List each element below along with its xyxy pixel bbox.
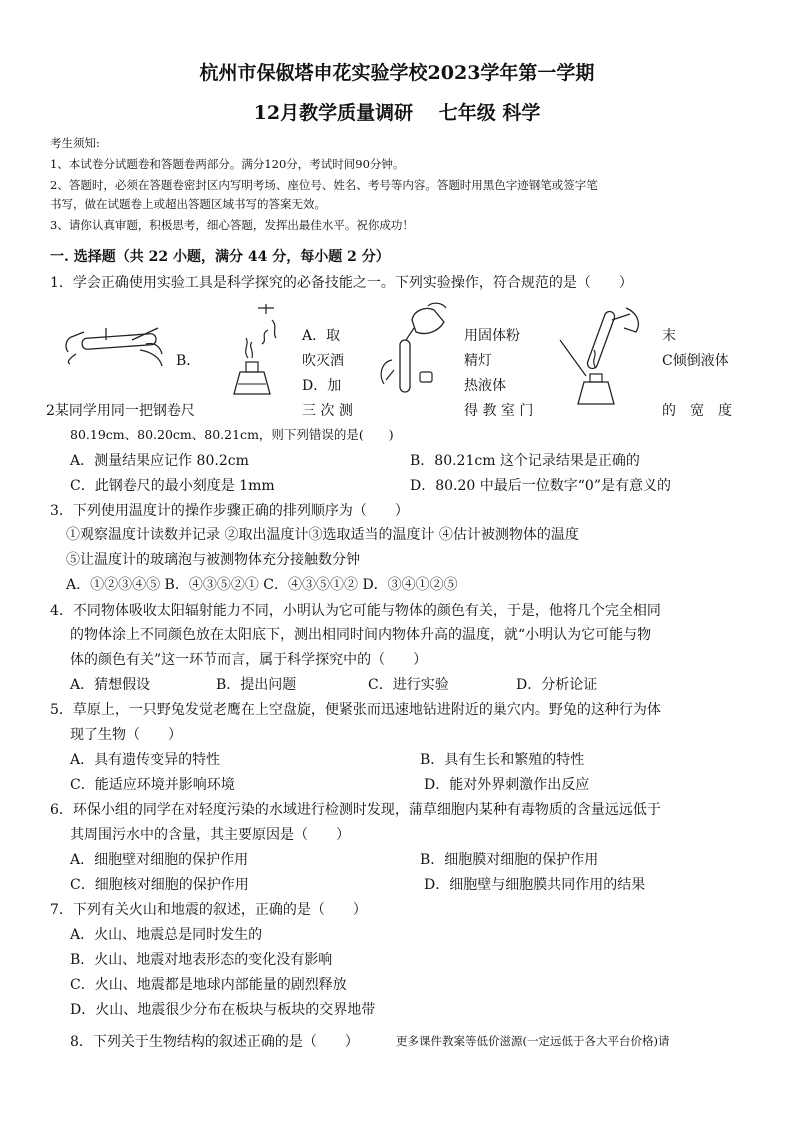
q3-steps-line2: ⑤让温度计的玻璃泡与被测物体充分接触数分钟 xyxy=(66,552,360,568)
q5-stem-line2: 现了生物（ ） xyxy=(70,727,182,743)
q6-stem-line2: 其周围污水中的含量，其主要原因是（ ） xyxy=(70,827,350,843)
q2-option-a: A．测量结果应记作 80.2cm xyxy=(70,453,249,469)
q5-option-d: D．能对外界刺激作出反应 xyxy=(424,777,590,793)
q4-stem-line2: 的物体涂上不同颜色放在太阳底下，测出相同时间内物体升高的温度，就“小明认为它可能与物 xyxy=(70,627,652,643)
section-heading: 一. 选择题（共 22 小题，满分 44 分，每小题 2 分） xyxy=(50,249,390,265)
q1-option-a-text: A．取 xyxy=(302,328,341,344)
q1-figure-a-test-tube-icon xyxy=(62,318,166,370)
q1-option-d-text-2: 热液体 xyxy=(464,378,506,394)
exam-title-line2: 12月教学质量调研 七年级 科学 xyxy=(253,102,541,124)
q1-option-d-text: D．加 xyxy=(302,378,342,394)
q1-option-a-text-3: 末 xyxy=(662,328,676,344)
q5-option-a: A．具有遗传变异的特性 xyxy=(70,752,221,768)
q2-option-b: B．80.21cm 这个记录结果是正确的 xyxy=(410,453,640,469)
q2-stem-cont: 80.19cm、80.20cm、80.21cm，则下列错误的是( ) xyxy=(70,427,394,442)
q6-stem-line1: 6．环保小组的同学在对轻度污染的水域进行检测时发现，蒲草细胞内某种有毒物质的含量远远低于 xyxy=(50,802,661,818)
q5-stem-line1: 5．草原上，一只野兔发觉老鹰在上空盘旋，便紧张而迅速地钻进附近的巢穴内。野兔的这种行为体 xyxy=(50,702,661,718)
q5-option-c: C．能适应环境并影响环境 xyxy=(70,777,235,793)
q1-option-a-text-2: 用固体粉 xyxy=(464,328,520,344)
q2-stem-part2: 三 次 测 xyxy=(302,403,353,419)
q2-option-c: C．此钢卷尺的最小刻度是 1mm xyxy=(70,478,275,494)
q8-promo-text[interactable]: 更多课件教案等低价滋源(一定远低于各大平台价格)请 xyxy=(396,1034,670,1048)
notice-item-2: 2、答题时，必须在答题卷密封区内写明考场、座位号、姓名、考号等内容。答题时用黑色字迹钢笔或签字笔 xyxy=(50,178,598,192)
q3-steps-line1: ①观察温度计读数并记录 ②取出温度计③选取适当的温度计 ④估计被测物体的温度 xyxy=(66,527,579,543)
q3-stem: 3．下列使用温度计的操作步骤正确的排列顺序为（ ） xyxy=(50,503,409,519)
q7-option-d: D．火山、地震很少分布在板块与板块的交界地带 xyxy=(70,1002,376,1018)
q1-option-b-text-2: 精灯 xyxy=(464,353,492,369)
q1-option-c-text: C倾倒液体 xyxy=(662,353,729,369)
notice-heading: 考生须知: xyxy=(50,136,100,150)
q4-option-b: B．提出问题 xyxy=(216,677,297,693)
q4-option-d: D．分析论证 xyxy=(516,677,598,693)
q1-option-b-label: B． xyxy=(176,353,201,369)
q7-option-c: C．火山、地震都是地球内部能量的剧烈释放 xyxy=(70,977,347,993)
q1-figure-b-alcohol-lamp-icon xyxy=(228,300,288,400)
q5-option-b: B．具有生长和繁殖的特性 xyxy=(420,752,585,768)
q6-option-a: A．细胞壁对细胞的保护作用 xyxy=(70,852,249,868)
q8-stem: 8．下列关于生物结构的叙述正确的是（ ） xyxy=(70,1034,359,1050)
q2-stem-part3: 得 教 室 门 xyxy=(464,403,534,419)
q1-figure-d-heating-icon xyxy=(556,300,648,410)
q6-option-b: B．细胞膜对细胞的保护作用 xyxy=(420,852,599,868)
q1-option-b-text: 吹灭酒 xyxy=(302,353,344,369)
q1-figure-c-pouring-icon xyxy=(372,300,462,400)
q7-stem: 7．下列有关火山和地震的叙述，正确的是（ ） xyxy=(50,902,367,918)
q7-option-b: B．火山、地震对地表形态的变化没有影响 xyxy=(70,952,333,968)
notice-item-1: 1、本试卷分试题卷和答题卷两部分。满分120分，考试时间90分钟。 xyxy=(50,157,405,171)
q2-option-d: D．80.20 中最后一位数字“0”是有意义的 xyxy=(410,478,671,494)
q4-option-c: C．进行实验 xyxy=(368,677,449,693)
q2-stem-part1: 2某同学用同一把钢卷尺 xyxy=(46,403,195,419)
q3-options: A．①②③④⑤ B．④③⑤②① C．④③⑤①② D．③④①②⑤ xyxy=(66,577,458,593)
exam-title-line1: 杭州市保俶塔申花实验学校2023学年第一学期 xyxy=(199,62,595,84)
q7-option-a: A．火山、地震总是同时发生的 xyxy=(70,927,263,943)
q1-stem: 1．学会正确使用实验工具是科学探究的必备技能之一。下列实验操作，符合规范的是（ ） xyxy=(50,275,633,291)
q4-option-a: A．猜想假设 xyxy=(70,677,151,693)
q4-stem-line3: 体的颜色有关”这一环节而言，属于科学探究中的（ ） xyxy=(70,652,428,668)
notice-item-3: 3、请你认真审题，积极思考，细心答题，发挥出最佳水平。祝你成功！ xyxy=(50,218,414,232)
q6-option-d: D．细胞壁与细胞膜共同作用的结果 xyxy=(424,877,646,893)
q4-stem-line1: 4．不同物体吸收太阳辐射能力不同，小明认为它可能与物体的颜色有关，于是，他将几个完全相同 xyxy=(50,603,661,619)
q6-option-c: C．细胞核对细胞的保护作用 xyxy=(70,877,249,893)
notice-item-2-cont: 书写，做在试题卷上或超出答题区域书写的答案无效。 xyxy=(50,197,326,211)
q2-stem-part4: 的 宽 度 xyxy=(662,403,732,419)
